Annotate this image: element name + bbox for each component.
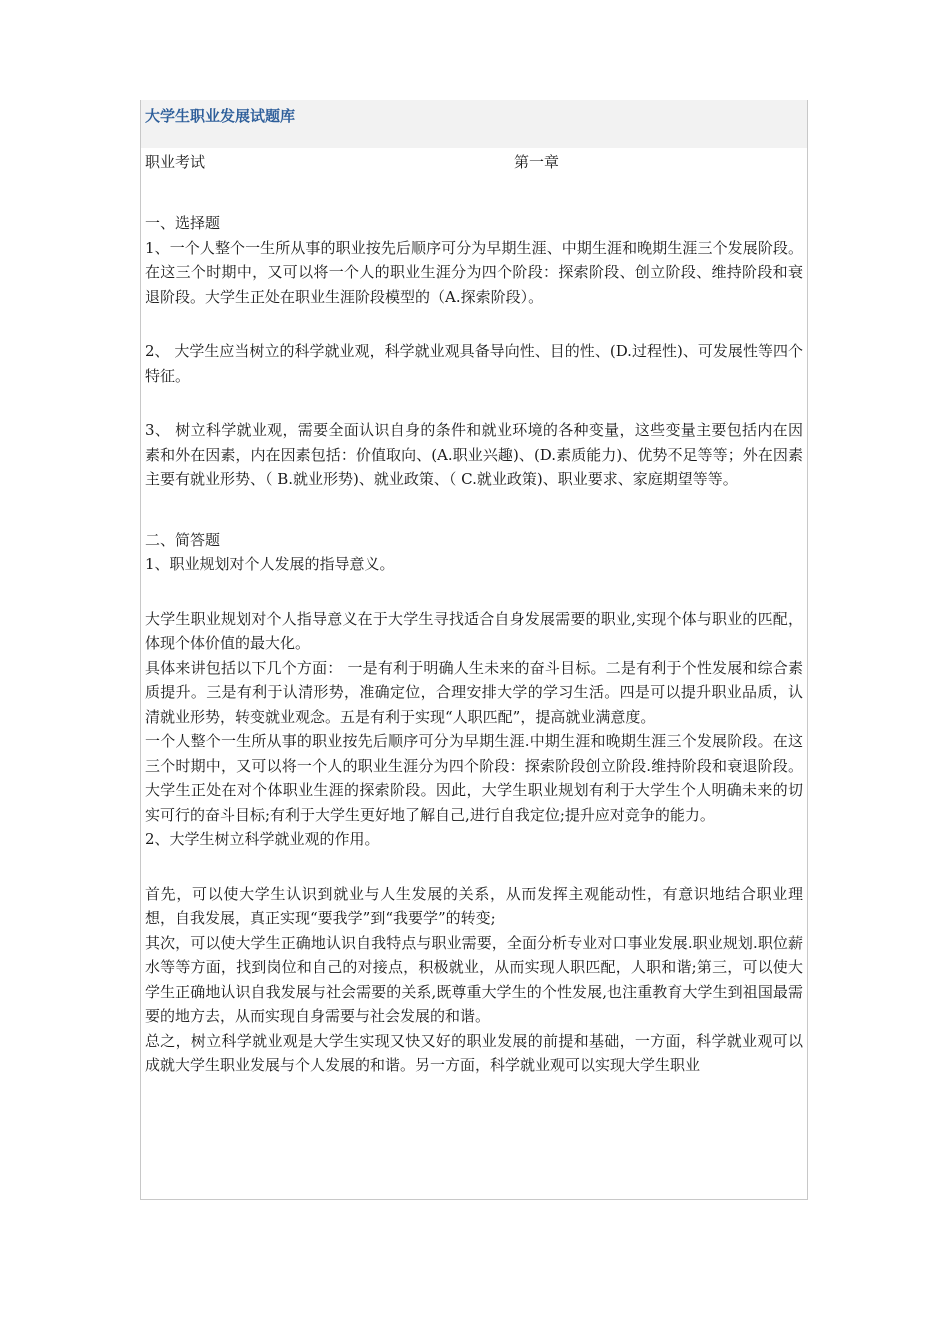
chapter-label: 第一章 [514, 153, 560, 171]
meta-row [145, 150, 803, 174]
answer-2-paragraph-3: 总之，树立科学就业观是大学生实现又快又好的职业发展的前提和基础，一方面，科学就业观可以成就大学生职业发展与个人发展的和谐。另一方面，科学就业观可以实现大学生职业 [145, 1031, 803, 1074]
category-label: 职业考试 [145, 153, 206, 171]
answer-1-paragraph-2: 具体来讲包括以下几个方面： 一是有利于明确人生未来的奋斗目标。二是有利于个性发展和综合素质提升。三是有利于认清形势，准确定位，合理安排大学的学习生活。四是可以提升职业品质，认清就业形势，转变就业观念。五是有利于实现“人职匹配”，提高就业满意度。 [145, 658, 803, 726]
short-question-1: 1、职业规划对个人发展的指导意义。 [145, 555, 395, 573]
section-heading-choice: 一、选择题 [145, 214, 221, 232]
section-heading-short-answer: 二、简答题 [145, 530, 221, 549]
document-body [141, 150, 807, 1078]
short-question-2: 2、大学生树立科学就业观的作用。 [145, 830, 380, 848]
answer-1-paragraph-3: 一个人整个一生所从事的职业按先后顺序可分为早期生涯.中期生涯和晚期生涯三个发展阶段。在这三个时期中，又可以将一个人的职业生涯分为四个阶段：探索阶段创立阶段.维持阶段和衰退阶段。大学生正处在对个体职业生涯的探索阶段。因此，大学生职业规划有利于大学生个人明确未来的切实可行的奋斗目标;有利于大学生更好地了解自己,进行自我定位;提升应对竞争的能力。 [145, 732, 803, 824]
document-frame [140, 100, 808, 1200]
answer-2-paragraph-1: 首先，可以使大学生认识到就业与人生发展的关系，从而发挥主观能动性，有意识地结合职业理想，自我发展，真正实现“要我学”到“我要学”的转变; [145, 884, 803, 927]
answer-2-paragraph-2: 其次，可以使大学生正确地认识自我特点与职业需要，全面分析专业对口事业发展.职业规划.职位薪水等等方面，找到岗位和自己的对接点，积极就业，从而实现人职匹配，人职和谐;第三，可以使大学生正确地认识自我发展与社会需要的关系,既尊重大学生的个性发展,也注重教育大学生到祖国最需要的地方去，从而实现自身需要与社会发展的和谐。 [145, 933, 803, 1025]
choice-question-3: 3、 树立科学就业观，需要全面认识自身的条件和就业环境的各种变量，这些变量主要包括内在因素和外在因素，内在因素包括：价值取向、(A.职业兴趣)、(D.素质能力)、优势不足等等；外在因素主要有就业形势、（ B.就业形势)、就业政策、（ C.就业政策)、职业要求、家庭期望等等。 [145, 421, 803, 488]
title-bar [141, 100, 807, 148]
page-title: 大学生职业发展试题库 [145, 107, 296, 125]
choice-question-2: 2、 大学生应当树立的科学就业观，科学就业观具备导向性、目的性、(D.过程性)、可发展性等四个特征。 [145, 342, 803, 385]
answer-1-paragraph-1: 大学生职业规划对个人指导意义在于大学生寻找适合自身发展需要的职业,实现个体与职业的匹配，体现个体价值的最大化。 [145, 609, 803, 652]
choice-question-1: 1、一个人整个一生所从事的职业按先后顺序可分为早期生涯、中期生涯和晚期生涯三个发展阶段。在这三个时期中，又可以将一个人的职业生涯分为四个阶段：探索阶段、创立阶段、维持阶段和衰退阶段。大学生正处在职业生涯阶段模型的（A.探索阶段）。 [145, 238, 803, 306]
